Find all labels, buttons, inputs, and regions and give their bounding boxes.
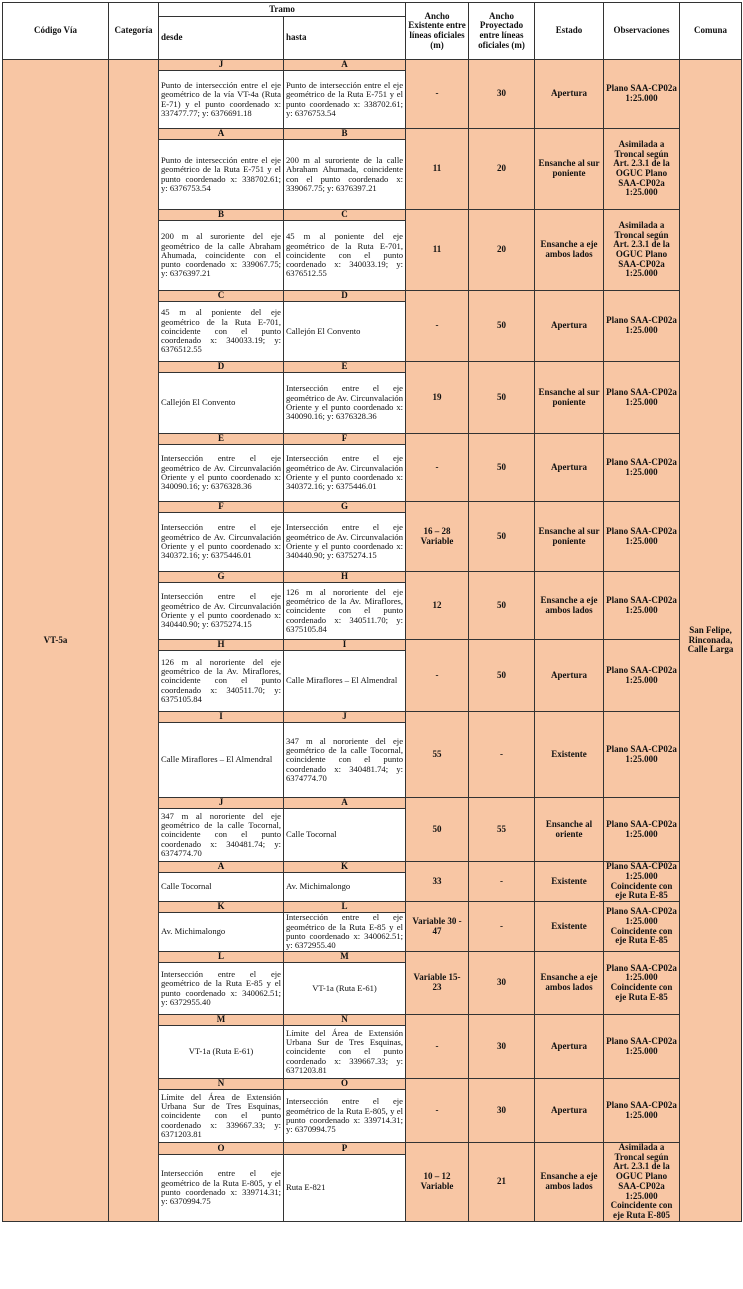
ancho-existente-cell: 12	[406, 572, 469, 640]
ancho-existente-cell: -	[406, 1015, 469, 1079]
header-estado: Estado	[535, 3, 604, 60]
ancho-existente-cell: 55	[406, 712, 469, 798]
estado-cell: Existente	[535, 862, 604, 902]
point-from: D	[159, 362, 284, 373]
point-to: M	[284, 952, 406, 963]
point-to: A	[284, 60, 406, 71]
observaciones-cell: Plano SAA-CP02a 1:25.000 Coincidente con eje Ruta E-85	[604, 902, 680, 952]
ancho-existente-cell: 11	[406, 129, 469, 210]
ancho-existente-cell: -	[406, 291, 469, 362]
ancho-existente-cell: -	[406, 1079, 469, 1143]
estado-cell: Apertura	[535, 1079, 604, 1143]
ancho-proyectado-cell: 55	[469, 798, 535, 862]
observaciones-cell: Asimilada a Troncal según Art. 2.3.1 de la OGUC Plano SAA-CP02a 1:25.000	[604, 129, 680, 210]
header-comuna: Comuna	[680, 3, 742, 60]
header-categoria: Categoría	[109, 3, 159, 60]
ancho-existente-cell: 11	[406, 210, 469, 291]
estado-cell: Apertura	[535, 640, 604, 712]
tramo-hasta-cell: Intersección entre el eje geométrico de Av. Circunvalación Oriente y el punto coordenado x: 340372.16; y: 6375446.01	[284, 445, 406, 502]
ancho-proyectado-cell: 50	[469, 572, 535, 640]
estado-cell: Apertura	[535, 291, 604, 362]
point-from: F	[159, 502, 284, 513]
ancho-proyectado-cell: 20	[469, 129, 535, 210]
ancho-proyectado-cell: 30	[469, 1079, 535, 1143]
tramo-desde-cell: Punto de intersección entre el eje geométrico de la vía VT-4a (Ruta E-71) y el punto coordenado x: 337477.77; y: 6376691.18	[159, 71, 284, 129]
estado-cell: Ensanche a eje ambos lados	[535, 952, 604, 1015]
ancho-existente-cell: -	[406, 640, 469, 712]
point-to: B	[284, 129, 406, 140]
header-tramo: Tramo	[159, 3, 406, 17]
point-from: O	[159, 1143, 284, 1155]
point-to: F	[284, 434, 406, 445]
tramo-hasta-cell: Ruta E-821	[284, 1155, 406, 1222]
tramo-hasta-cell: Calle Tocornal	[284, 809, 406, 862]
ancho-proyectado-cell: 30	[469, 952, 535, 1015]
point-to: J	[284, 712, 406, 723]
observaciones-cell: Plano SAA-CP02a 1:25.000	[604, 1015, 680, 1079]
estado-cell: Ensanche a eje ambos lados	[535, 1143, 604, 1222]
tramo-desde-cell: VT-1a (Ruta E-61)	[159, 1026, 284, 1079]
point-from: J	[159, 60, 284, 71]
tramo-hasta-cell: VT-1a (Ruta E-61)	[284, 963, 406, 1015]
ancho-existente-cell: Variable 15- 23	[406, 952, 469, 1015]
point-to: L	[284, 902, 406, 913]
point-from: L	[159, 952, 284, 963]
ancho-proyectado-cell: 21	[469, 1143, 535, 1222]
header-ancho-existente: Ancho Existente entre líneas oficiales (m)	[406, 3, 469, 60]
point-to: N	[284, 1015, 406, 1026]
observaciones-cell: Plano SAA-CP02a 1:25.000	[604, 291, 680, 362]
tramo-hasta-cell: Calle Miraflores – El Almendral	[284, 651, 406, 712]
point-from: M	[159, 1015, 284, 1026]
observaciones-cell: Plano SAA-CP02a 1:25.000	[604, 502, 680, 572]
point-from: E	[159, 434, 284, 445]
ancho-proyectado-cell: -	[469, 862, 535, 902]
point-from: B	[159, 210, 284, 221]
ancho-existente-cell: 10 – 12 Variable	[406, 1143, 469, 1222]
tramo-hasta-cell: 45 m al poniente del eje geométrico de la Ruta E-701, coincidente con el punto coordenado x: 340033.19; y: 6376512.55	[284, 221, 406, 291]
point-to: K	[284, 862, 406, 873]
tramo-hasta-cell: Intersección entre el eje geométrico de Av. Circunvalación Oriente y el punto coordenado x: 340440.90; y: 6375274.15	[284, 513, 406, 572]
estado-cell: Existente	[535, 712, 604, 798]
header-desde: desde	[159, 17, 284, 60]
tramo-hasta-cell: Límite del Área de Extensión Urbana Sur de Tres Esquinas, coincidente con el punto coordenado x: 339667.33; y: 6371203.81	[284, 1026, 406, 1079]
estado-cell: Apertura	[535, 60, 604, 129]
point-to: I	[284, 640, 406, 651]
road-table	[2, 2, 742, 1222]
tramo-desde-cell: Intersección entre el eje geométrico de Av. Circunvalación Oriente y el punto coordenado x: 340090.16; y: 6376328.36	[159, 445, 284, 502]
ancho-existente-cell: -	[406, 60, 469, 129]
point-from: K	[159, 902, 284, 913]
point-from: J	[159, 798, 284, 809]
point-from: H	[159, 640, 284, 651]
observaciones-cell: Plano SAA-CP02a 1:25.000	[604, 572, 680, 640]
tramo-desde-cell: Intersección entre el eje geométrico de Av. Circunvalación Oriente y el punto coordenado x: 340372.16; y: 6375446.01	[159, 513, 284, 572]
observaciones-cell: Plano SAA-CP02a 1:25.000	[604, 434, 680, 502]
estado-cell: Ensanche al oriente	[535, 798, 604, 862]
ancho-proyectado-cell: 20	[469, 210, 535, 291]
categoria-cell	[109, 60, 159, 1222]
header-observaciones: Observaciones	[604, 3, 680, 60]
tramo-hasta-cell: 126 m al nororiente del eje geométrico de la Av. Miraflores, coincidente con el punto coordenado x: 340511.70; y: 6375105.84	[284, 583, 406, 640]
estado-cell: Ensanche a eje ambos lados	[535, 572, 604, 640]
tramo-desde-cell: Intersección entre el eje geométrico de la Ruta E-85 y el punto coordenado x: 340062.51; y: 6372955.40	[159, 963, 284, 1015]
header-ancho-proyectado: Ancho Proyectado entre líneas oficiales (m)	[469, 3, 535, 60]
point-from: A	[159, 862, 284, 873]
point-to: G	[284, 502, 406, 513]
point-to: O	[284, 1079, 406, 1090]
ancho-existente-cell: -	[406, 434, 469, 502]
tramo-hasta-cell: Av. Michimalongo	[284, 873, 406, 902]
estado-cell: Existente	[535, 902, 604, 952]
ancho-proyectado-cell: 50	[469, 291, 535, 362]
observaciones-cell: Asimilada a Troncal según Art. 2.3.1 de la OGUC Plano SAA-CP02a 1:25.000 Coincidente con eje Ruta E-805	[604, 1143, 680, 1222]
tramo-hasta-cell: Callejón El Convento	[284, 302, 406, 362]
header-codigo-via: Código Vía	[3, 3, 109, 60]
point-from: C	[159, 291, 284, 302]
tramo-hasta-cell: 347 m al nororiente del eje geométrico de la calle Tocornal, coincidente con el punto coordenado x: 340481.74; y: 6374774.70	[284, 723, 406, 798]
ancho-proyectado-cell: 50	[469, 640, 535, 712]
header-hasta: hasta	[284, 17, 406, 60]
ancho-proyectado-cell: -	[469, 712, 535, 798]
observaciones-cell: Asimilada a Troncal según Art. 2.3.1 de la OGUC Plano SAA-CP02a 1:25.000	[604, 210, 680, 291]
comuna-cell: San Felipe, Rinconada, Calle Larga	[680, 60, 742, 1222]
ancho-proyectado-cell: 30	[469, 60, 535, 129]
ancho-proyectado-cell: 50	[469, 362, 535, 434]
observaciones-cell: Plano SAA-CP02a 1:25.000	[604, 1079, 680, 1143]
observaciones-cell: Plano SAA-CP02a 1:25.000	[604, 640, 680, 712]
codigo-via-cell: VT-5a	[3, 60, 109, 1222]
tramo-points-row	[3, 60, 742, 71]
estado-cell: Ensanche al sur poniente	[535, 129, 604, 210]
tramo-desde-cell: 45 m al poniente del eje geométrico de la Ruta E-701, coincidente con el punto coordenado x: 340033.19; y: 6376512.55	[159, 302, 284, 362]
point-from: A	[159, 129, 284, 140]
estado-cell: Apertura	[535, 1015, 604, 1079]
ancho-proyectado-cell: 50	[469, 502, 535, 572]
tramo-desde-cell: Punto de intersección entre el eje geométrico de la Ruta E-751 y el punto coordenado x: 338702.61; y: 6376753.54	[159, 140, 284, 210]
ancho-proyectado-cell: 50	[469, 434, 535, 502]
point-to: A	[284, 798, 406, 809]
point-to: C	[284, 210, 406, 221]
table-body	[3, 60, 742, 1222]
point-to: P	[284, 1143, 406, 1155]
ancho-proyectado-cell: 30	[469, 1015, 535, 1079]
tramo-desde-cell: Intersección entre el eje geométrico de la Ruta E-805, y el punto coordenado x: 339714.31; y: 6370994.75	[159, 1155, 284, 1222]
point-from: N	[159, 1079, 284, 1090]
ancho-proyectado-cell: -	[469, 902, 535, 952]
point-from: G	[159, 572, 284, 583]
ancho-existente-cell: 19	[406, 362, 469, 434]
tramo-hasta-cell: Intersección entre el eje geométrico de la Ruta E-805, y el punto coordenado x: 339714.31; y: 6370994.75	[284, 1090, 406, 1143]
table-header	[3, 3, 742, 60]
tramo-hasta-cell: 200 m al suroriente de la calle Abraham Ahumada, coincidente con el punto coordenado x: 339067.75; y: 6376397.21	[284, 140, 406, 210]
tramo-desde-cell: Calle Tocornal	[159, 873, 284, 902]
point-to: D	[284, 291, 406, 302]
ancho-existente-cell: Variable 30 - 47	[406, 902, 469, 952]
point-to: H	[284, 572, 406, 583]
tramo-hasta-cell: Intersección entre el eje geométrico de Av. Circunvalación Oriente y el punto coordenado x: 340090.16; y: 6376328.36	[284, 373, 406, 434]
tramo-desde-cell: 347 m al nororiente del eje geométrico de la calle Tocornal, coincidente con el punto coordenado x: 340481.74; y: 6374774.70	[159, 809, 284, 862]
tramo-desde-cell: Av. Michimalongo	[159, 913, 284, 952]
observaciones-cell: Plano SAA-CP02a 1:25.000	[604, 362, 680, 434]
estado-cell: Ensanche al sur poniente	[535, 362, 604, 434]
observaciones-cell: Plano SAA-CP02a 1:25.000	[604, 60, 680, 129]
observaciones-cell: Plano SAA-CP02a 1:25.000 Coincidente con eje Ruta E-85	[604, 952, 680, 1015]
ancho-existente-cell: 50	[406, 798, 469, 862]
point-to: E	[284, 362, 406, 373]
tramo-desde-cell: Intersección entre el eje geométrico de Av. Circunvalación Oriente y el punto coordenado x: 340440.90; y: 6375274.15	[159, 583, 284, 640]
tramo-hasta-cell: Punto de intersección entre el eje geométrico de la Ruta E-751 y el punto coordenado x: 338702.61; y: 6376753.54	[284, 71, 406, 129]
estado-cell: Ensanche a eje ambos lados	[535, 210, 604, 291]
observaciones-cell: Plano SAA-CP02a 1:25.000 Coincidente con eje Ruta E-85	[604, 862, 680, 902]
ancho-existente-cell: 33	[406, 862, 469, 902]
observaciones-cell: Plano SAA-CP02a 1:25.000	[604, 712, 680, 798]
tramo-desde-cell: Límite del Área de Extensión Urbana Sur de Tres Esquinas, coincidente con el punto coordenado x: 339667.33; y: 6371203.81	[159, 1090, 284, 1143]
tramo-hasta-cell: Intersección entre el eje geométrico de la Ruta E-85 y el punto coordenado x: 340062.51; y: 6372955.40	[284, 913, 406, 952]
tramo-desde-cell: Calle Miraflores – El Almendral	[159, 723, 284, 798]
tramo-desde-cell: 126 m al nororiente del eje geométrico de la Av. Miraflores, coincidente con el punto coordenado x: 340511.70; y: 6375105.84	[159, 651, 284, 712]
estado-cell: Apertura	[535, 434, 604, 502]
tramo-desde-cell: Callejón El Convento	[159, 373, 284, 434]
ancho-existente-cell: 16 – 28 Variable	[406, 502, 469, 572]
observaciones-cell: Plano SAA-CP02a 1:25.000	[604, 798, 680, 862]
tramo-desde-cell: 200 m al suroriente del eje geométrico de la calle Abraham Ahumada, coincidente con el punto coordenado x: 339067.75; y: 6376397.21	[159, 221, 284, 291]
estado-cell: Ensanche al sur poniente	[535, 502, 604, 572]
point-from: I	[159, 712, 284, 723]
